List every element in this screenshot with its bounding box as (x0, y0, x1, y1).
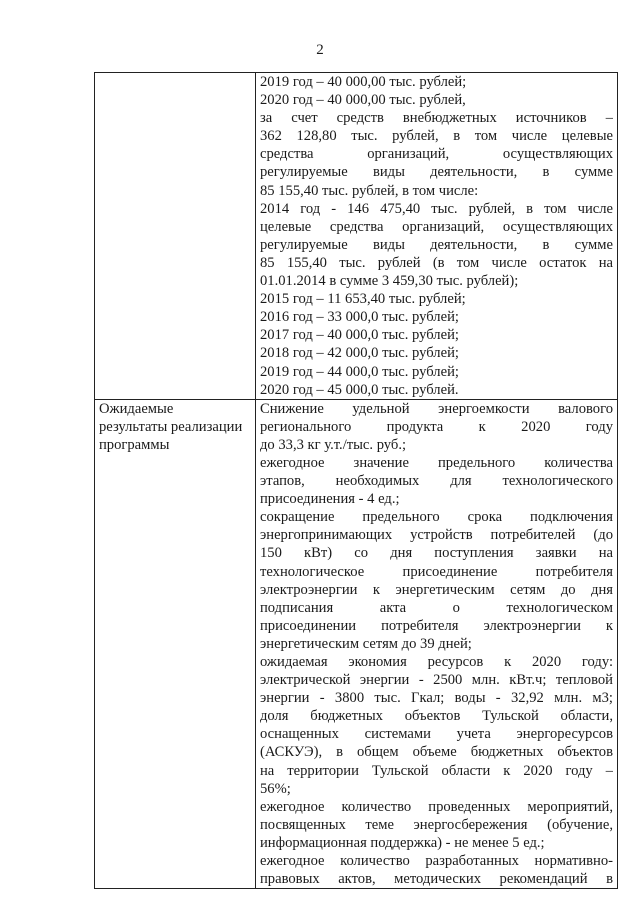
text-line: подписания акта о технологическом (260, 599, 613, 616)
text-line: этапов, необходимых для технологического (260, 473, 613, 490)
text-line: энергии - 3800 тыс. Гкал; воды - 32,92 млн. м3; (260, 690, 613, 707)
text-line: присоединении потребителя электроэнергии к (260, 617, 613, 634)
text-line: электроэнергии к энергетическим сетям до дня (260, 581, 613, 598)
text-line: 56%; (260, 780, 291, 797)
text-line: 150 кВт) со дня поступления заявки на (260, 545, 613, 562)
text-line: целевые средства организаций, осуществляющих (260, 218, 613, 235)
text-line: на территории Тульской области к 2020 году – (260, 762, 613, 779)
text-line: электрической энергии - 2500 млн. кВт.ч; тепловой (260, 672, 613, 689)
text-line: 2019 год – 44 000,0 тыс. рублей; (260, 363, 459, 380)
text-line: оснащенных системами учета энергоресурсов (260, 726, 613, 743)
text-line: доля бюджетных объектов Тульской области, (260, 708, 613, 725)
expected-results-label-cell (95, 399, 256, 889)
text-line: 01.01.2014 в сумме 3 459,30 тыс. рублей); (260, 273, 519, 290)
financing-row (95, 73, 618, 400)
row-label-line: Ожидаемые (99, 400, 174, 417)
text-line: энергопринимающих устройств потребителей (до (260, 527, 613, 544)
text-line: Снижение удельной энергоемкости валового (260, 400, 613, 417)
text-line: 2014 год - 146 475,40 тыс. рублей, в том числе (260, 200, 613, 217)
text-line: 2019 год – 40 000,00 тыс. рублей; (260, 74, 467, 90)
text-line: 2020 год – 45 000,0 тыс. рублей. (260, 381, 459, 398)
financing-label-cell (95, 73, 256, 400)
text-line: ежегодное количество проведенных мероприятий, (260, 798, 613, 815)
text-line: информационная поддержка) - не менее 5 ед.; (260, 834, 545, 851)
text-line: сокращение предельного срока подключения (260, 509, 613, 526)
row-label-line: результаты реализации (99, 418, 243, 435)
row-label-line: программы (99, 436, 170, 453)
text-line: (АСКУЭ), в общем объеме бюджетных объектов (260, 744, 613, 761)
text-line: до 33,3 кг у.т./тыс. руб.; (260, 436, 407, 453)
text-line: 2017 год – 40 000,0 тыс. рублей; (260, 327, 459, 344)
text-line: 2018 год – 42 000,0 тыс. рублей; (260, 345, 459, 362)
text-line: ожидаемая экономия ресурсов к 2020 году: (260, 654, 613, 670)
text-line: правовых актов, методических рекомендаций в (260, 871, 613, 888)
text-line: 362 128,80 тыс. рублей, в том числе целевые (260, 128, 613, 145)
text-line: ежегодное значение предельного количества (260, 454, 613, 471)
text-line: 85 155,40 тыс. рублей, в том числе: (260, 182, 479, 199)
text-line: 2020 год – 40 000,00 тыс. рублей, (260, 92, 466, 109)
expected-results-content-cell (256, 399, 618, 889)
text-line: присоединения - 4 ед.; (260, 491, 400, 508)
text-line: ежегодное количество разработанных нормативно- (260, 853, 613, 870)
text-line: технологическое присоединение потребителя (260, 563, 613, 580)
text-line: 2016 год – 33 000,0 тыс. рублей; (260, 309, 459, 326)
expected-results-row (95, 399, 618, 889)
text-line: энергетическим сетям до 39 дней; (260, 635, 472, 652)
text-line: посвященных теме энергосбережения (обучение, (260, 816, 613, 833)
text-line: регионального продукта к 2020 году (260, 418, 613, 435)
text-line: регулируемые виды деятельности, в сумме (260, 164, 613, 181)
text-line: 85 155,40 тыс. рублей (в том числе остаток на (260, 254, 613, 271)
text-line: за счет средств внебюджетных источников – (260, 110, 613, 127)
text-line: средства организаций, осуществляющих (260, 146, 613, 163)
text-line: 2015 год – 11 653,40 тыс. рублей; (260, 291, 466, 308)
financing-content-cell (256, 73, 618, 400)
program-passport-table (94, 72, 618, 889)
text-line: регулируемые виды деятельности, в сумме (260, 236, 613, 253)
page-number: 2 (316, 42, 324, 58)
